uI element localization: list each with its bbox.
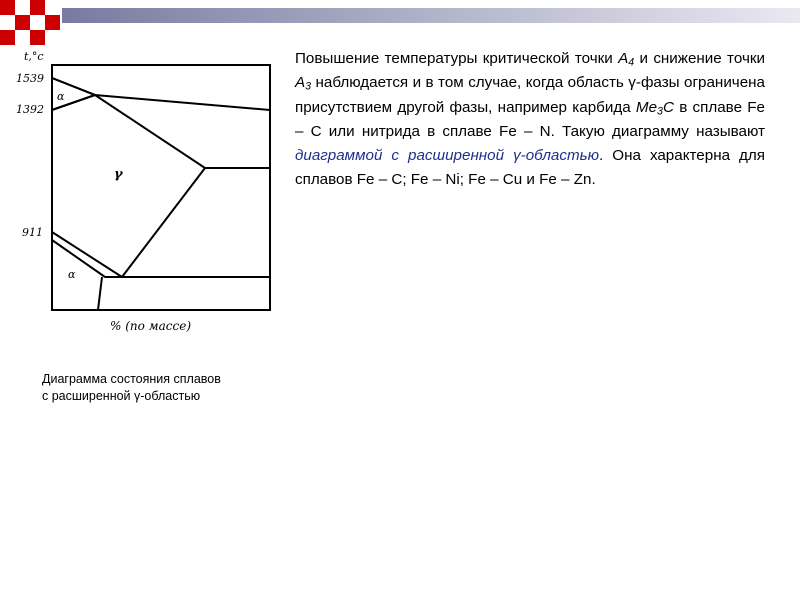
a4-symbol: $А_4$ (618, 50, 635, 69)
caption-line-1: Диаграмма состояния сплавов (42, 372, 221, 386)
y-axis-label: t,°c (24, 50, 44, 63)
header-gradient-bar (62, 8, 800, 23)
alpha-vertical-line (98, 277, 102, 310)
text-part-3: наблюдается и в том случае, когда область γ-фазы ограничена присутствием другой фазы, например карбида (295, 74, 765, 116)
diagram-frame (52, 65, 270, 310)
checker-square (45, 0, 60, 15)
diagram-caption (42, 371, 282, 405)
carbide-formula: $Me_3C$ (635, 98, 674, 118)
text-part-2: и снижение точки (634, 50, 765, 67)
header-checker-decoration (0, 0, 60, 45)
tick-label-1539: 1539 (16, 72, 44, 85)
checker-square (0, 0, 15, 15)
checker-square (15, 0, 30, 15)
checker-square (0, 15, 15, 30)
phase-label-gamma: γ (114, 167, 123, 182)
x-axis-label: % (по массе) (110, 319, 191, 333)
tick-label-1392: 1392 (16, 103, 44, 116)
a3-line (52, 232, 122, 277)
eutectoid-line (122, 168, 205, 277)
checker-square (30, 0, 45, 15)
checker-squares (0, 0, 60, 45)
checker-square (15, 15, 30, 30)
phase-label-alpha-bottom: α (68, 268, 76, 281)
checker-square (45, 15, 60, 30)
phase-label-alpha-top: α (57, 90, 65, 103)
text-part-4: в сплаве Fe – C или нитрида в сплаве Fe – N. Такую диаграмму называют (295, 98, 766, 140)
caption-line-2: с расширенной γ-областью (42, 389, 201, 403)
text-part-5: . Она характерна для сплавов Fe – C; Fe – Ni; Fe – Cu и Fe – Zn. (295, 147, 765, 189)
text-part-1: Повышение температуры критической точки (295, 50, 619, 67)
a3-symbol: $А_3$ (295, 74, 312, 93)
solidus-line (52, 78, 270, 110)
tick-label-911: 911 (22, 226, 43, 239)
main-paragraph (295, 47, 765, 193)
emphasized-term: диаграммой с расширенной γ-областью (295, 147, 600, 165)
gamma-boundary-right (95, 95, 270, 168)
phase-diagram (10, 40, 290, 350)
alpha-bottom-boundary (52, 240, 270, 277)
checker-square (30, 15, 45, 30)
